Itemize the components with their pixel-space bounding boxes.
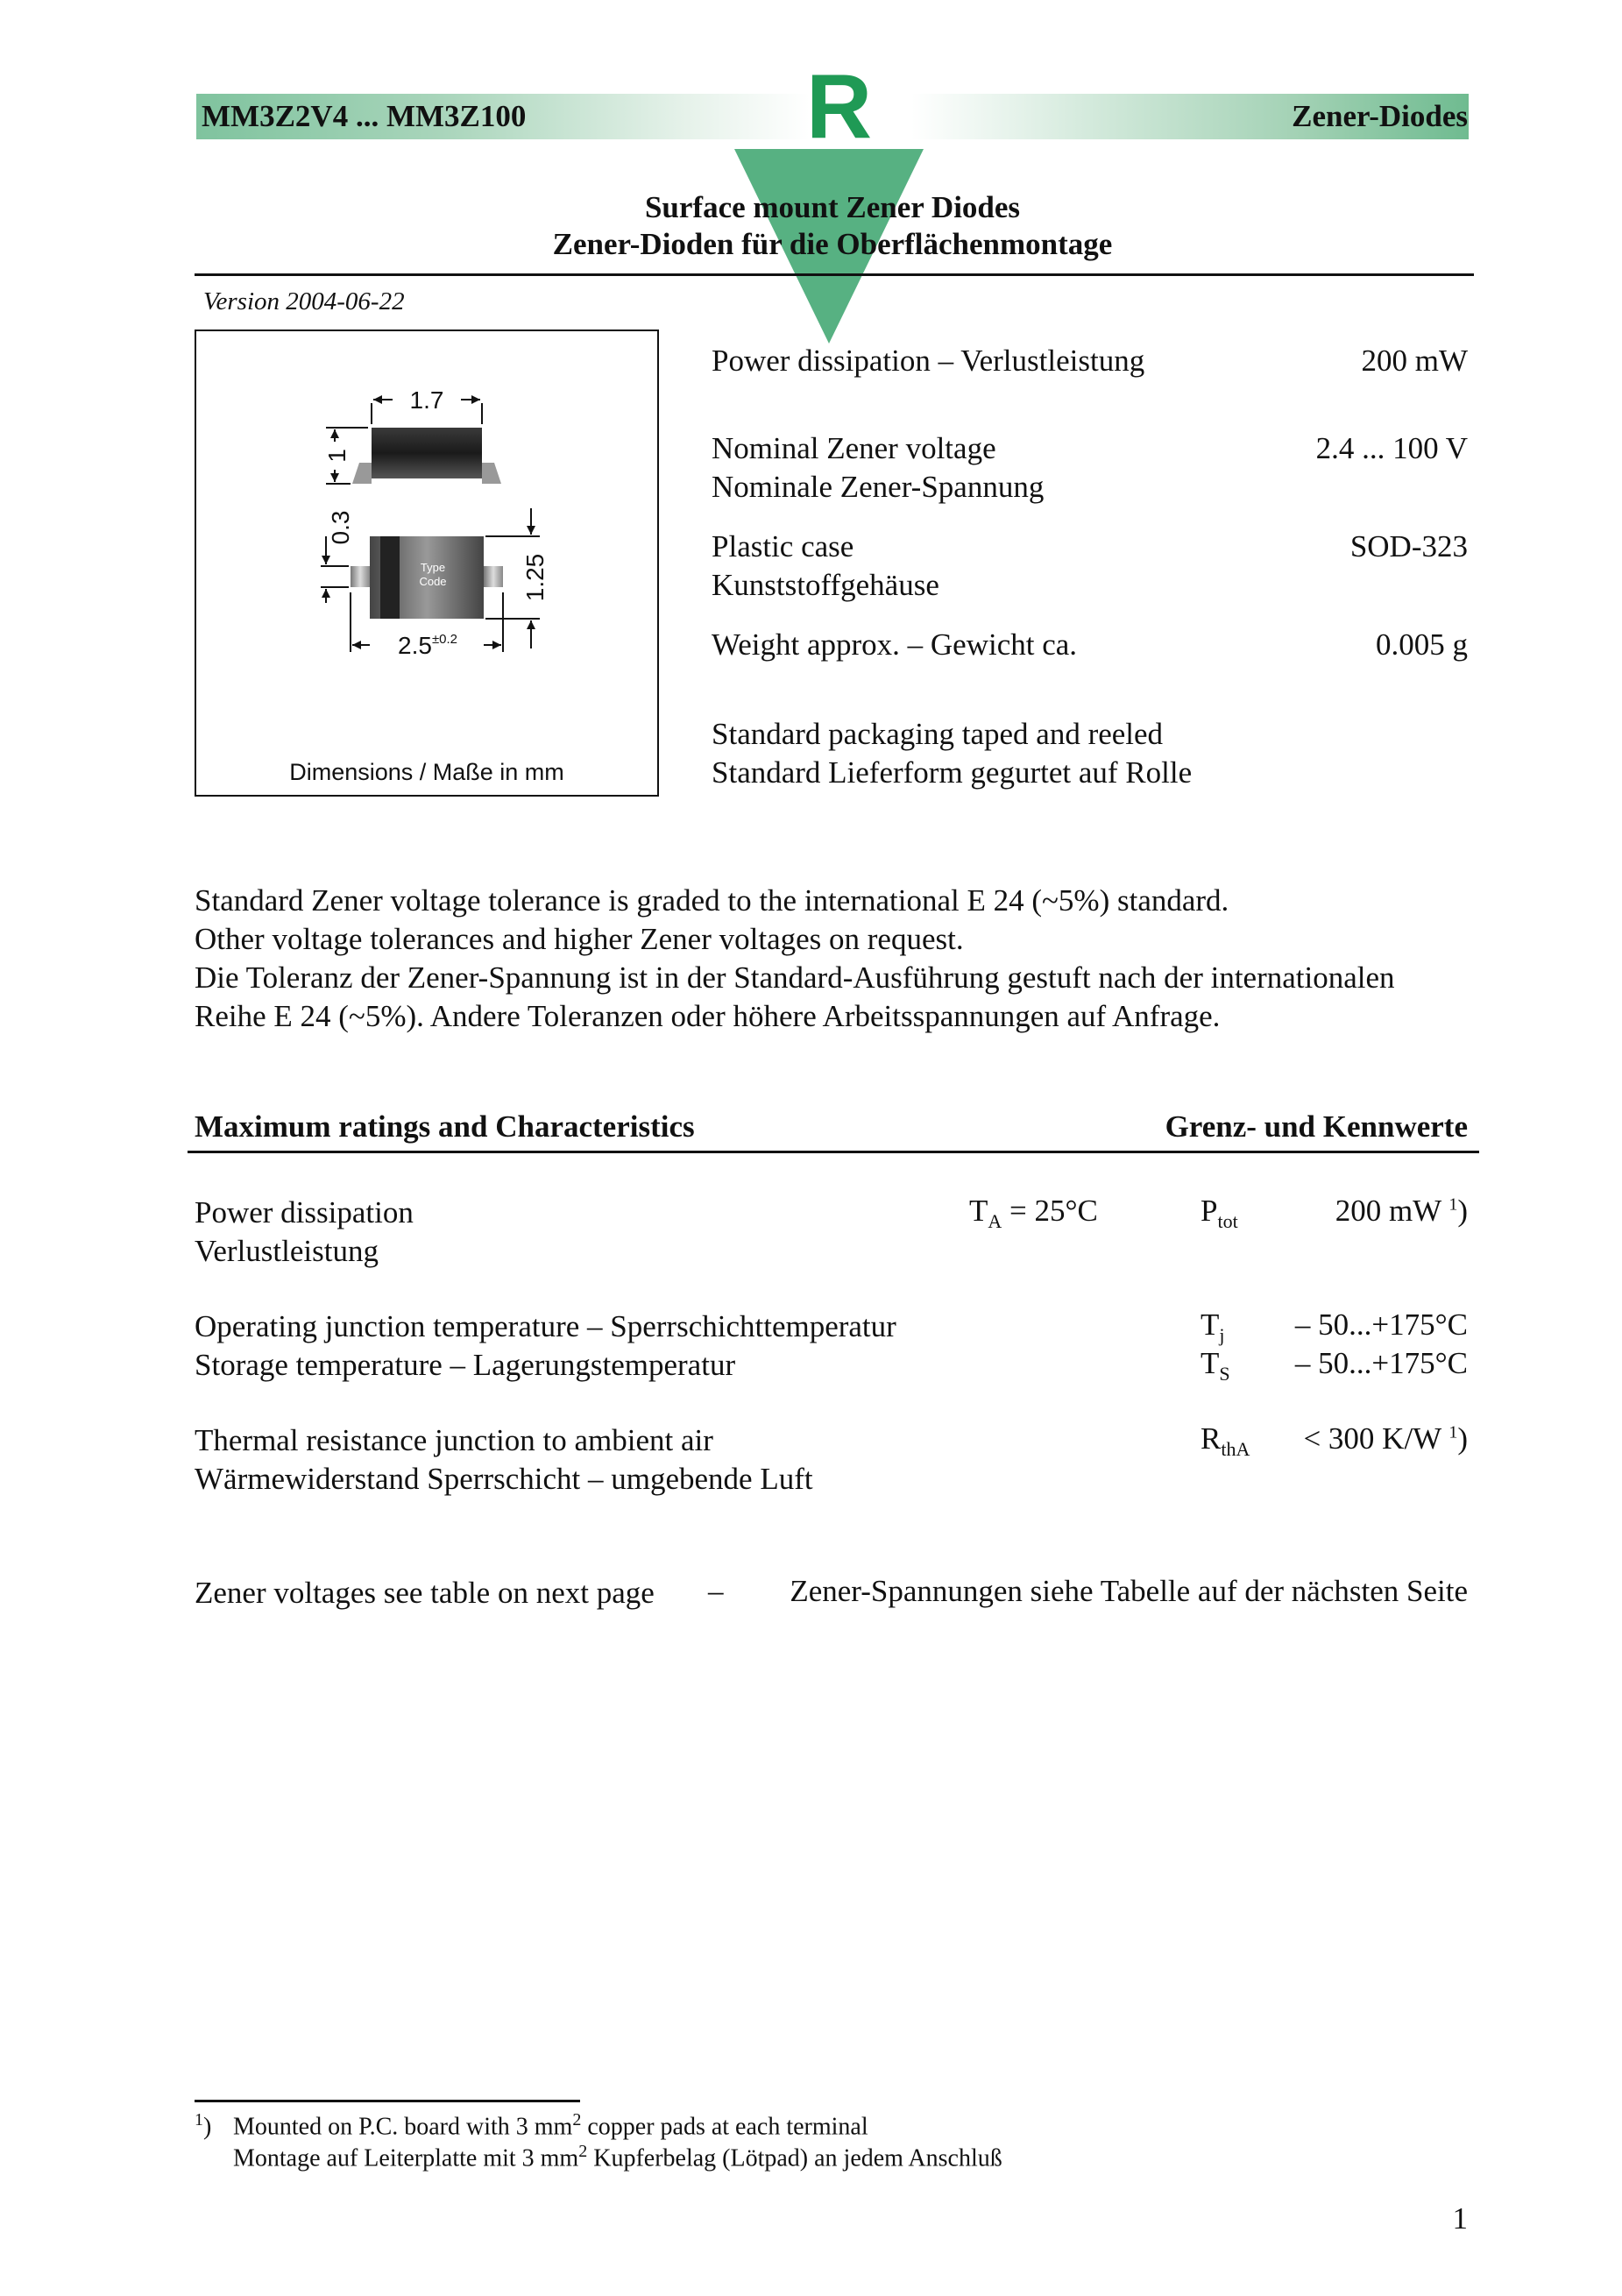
product-range: MM3Z2V4 ... MM3Z100 [202, 99, 527, 133]
footnote-line1: Mounted on P.C. board with 3 $mm^2$ copper pads at each terminal [233, 2110, 868, 2141]
document-title-en: Surface mount Zener Diodes [644, 190, 1021, 224]
dimension-width-label: 1.7 [409, 386, 444, 414]
version-label: Version 2004-06-22 [203, 287, 405, 315]
page-number: 1 [1452, 2201, 1468, 2236]
rating-tj-symbol: $T_j$ [1201, 1307, 1225, 1346]
tolerance-text-line4: Reihe E 24 (~5%). Andere Toleranzen oder höhere Arbeitsspannungen auf Anfrage. [195, 999, 1221, 1033]
spec-weight-value: 0.005 g [1376, 627, 1468, 662]
package-drawing [195, 330, 659, 768]
side-view-body [372, 428, 482, 478]
rating-tj-label: Operating junction temperature – Sperrschichttemperatur [195, 1309, 896, 1343]
rating-rth-label-de: Wärmewiderstand Sperrschicht – umgebende Luft [195, 1462, 813, 1496]
zener-note-en: Zener voltages see table on next page [195, 1576, 655, 1610]
footnote-rule [195, 2100, 580, 2102]
tolerance-text-line2: Other voltage tolerances and higher Zener voltages on request. [195, 922, 964, 956]
dimension-height-label: 1 [323, 449, 351, 463]
dimension-body-label: 1.25 [521, 553, 549, 602]
package-caption: Dimensions / Maße in mm [289, 759, 564, 785]
spec-case-label-de: Kunststoffgehäuse [712, 568, 939, 602]
spec-weight-label: Weight approx. – Gewicht ca. [712, 627, 1078, 662]
rating-power-label-en: Power dissipation [195, 1195, 414, 1229]
type-code-line2: Code [419, 575, 447, 588]
tolerance-text-line1: Standard Zener voltage tolerance is graded to the international E 24 (~5%) standard. [195, 883, 1229, 918]
spec-voltage-value: 2.4 ... 100 V [1315, 431, 1468, 465]
ratings-heading-en: Maximum ratings and Characteristics [195, 1109, 695, 1144]
side-view-lead-right [482, 463, 501, 484]
rating-rth-value: < 300 K/W $^1$) [1303, 1421, 1468, 1456]
spec-power-value: 200 mW [1361, 344, 1468, 378]
ratings-heading-de: Grenz- und Kennwerte [1165, 1109, 1468, 1144]
footnote-line2: Montage auf Leiterplatte mit 3 $mm^2$ Kupferbelag (Lötpad) an jedem Anschluß [233, 2142, 1002, 2172]
rating-ts-label: Storage temperature – Lagerungstemperatur [195, 1348, 736, 1382]
spec-packaging-label-en: Standard packaging taped and reeled [712, 717, 1164, 751]
spec-voltage-label-en: Nominal Zener voltage [712, 431, 996, 465]
rating-power-label-de: Verlustleistung [195, 1234, 379, 1268]
rating-power-value: 200 mW $^1$) [1335, 1194, 1468, 1228]
spec-case-value: SOD-323 [1349, 529, 1468, 563]
spec-case-label-en: Plastic case [712, 529, 854, 563]
zener-note-de: Zener-Spannungen siehe Tabelle auf der nächsten Seite [790, 1574, 1468, 1608]
rating-ts-value: – 50...+175°C [1294, 1346, 1468, 1380]
top-view-lead-right [484, 566, 503, 587]
document-title-de: Zener-Dioden für die Oberflächenmontage [552, 227, 1113, 261]
footnote-mark: $^1$) [195, 2110, 212, 2141]
product-category: Zener-Diodes [1292, 99, 1468, 133]
rating-power-condition: $T_A = 25^\circ C$ [969, 1194, 1098, 1232]
cathode-band [380, 536, 400, 619]
tolerance-text-line3: Die Toleranz der Zener-Spannung ist in der Standard-Ausführung gestuft nach der internationalen [195, 960, 1395, 995]
spec-power-label: Power dissipation – Verlustleistung [712, 344, 1145, 378]
dimension-length-label: $2.5^{\pm 0.2}$ [398, 632, 458, 659]
spec-voltage-label-de: Nominale Zener-Spannung [712, 470, 1045, 504]
ratings-rule [188, 1151, 1479, 1153]
dimension-length-tolerance: ±0.2 [431, 632, 458, 647]
top-view-lead-left [351, 566, 370, 587]
zener-note-dash: – [708, 1574, 724, 1608]
rating-tj-value: – 50...+175°C [1294, 1307, 1468, 1342]
rating-rth-symbol: $R_{thA}$ [1201, 1421, 1250, 1460]
rating-rth-label-en: Thermal resistance junction to ambient air [195, 1423, 713, 1457]
rating-ts-symbol: $T_S$ [1201, 1346, 1230, 1385]
rating-power-symbol: $P_{tot}$ [1201, 1194, 1238, 1232]
type-code-line1: Type [420, 561, 446, 574]
side-view-lead-left [352, 463, 372, 484]
dimension-lead-label: 0.3 [327, 510, 354, 545]
title-rule [195, 273, 1474, 276]
logo-letter: R [806, 56, 873, 158]
spec-packaging-label-de: Standard Lieferform gegurtet auf Rolle [712, 755, 1193, 790]
